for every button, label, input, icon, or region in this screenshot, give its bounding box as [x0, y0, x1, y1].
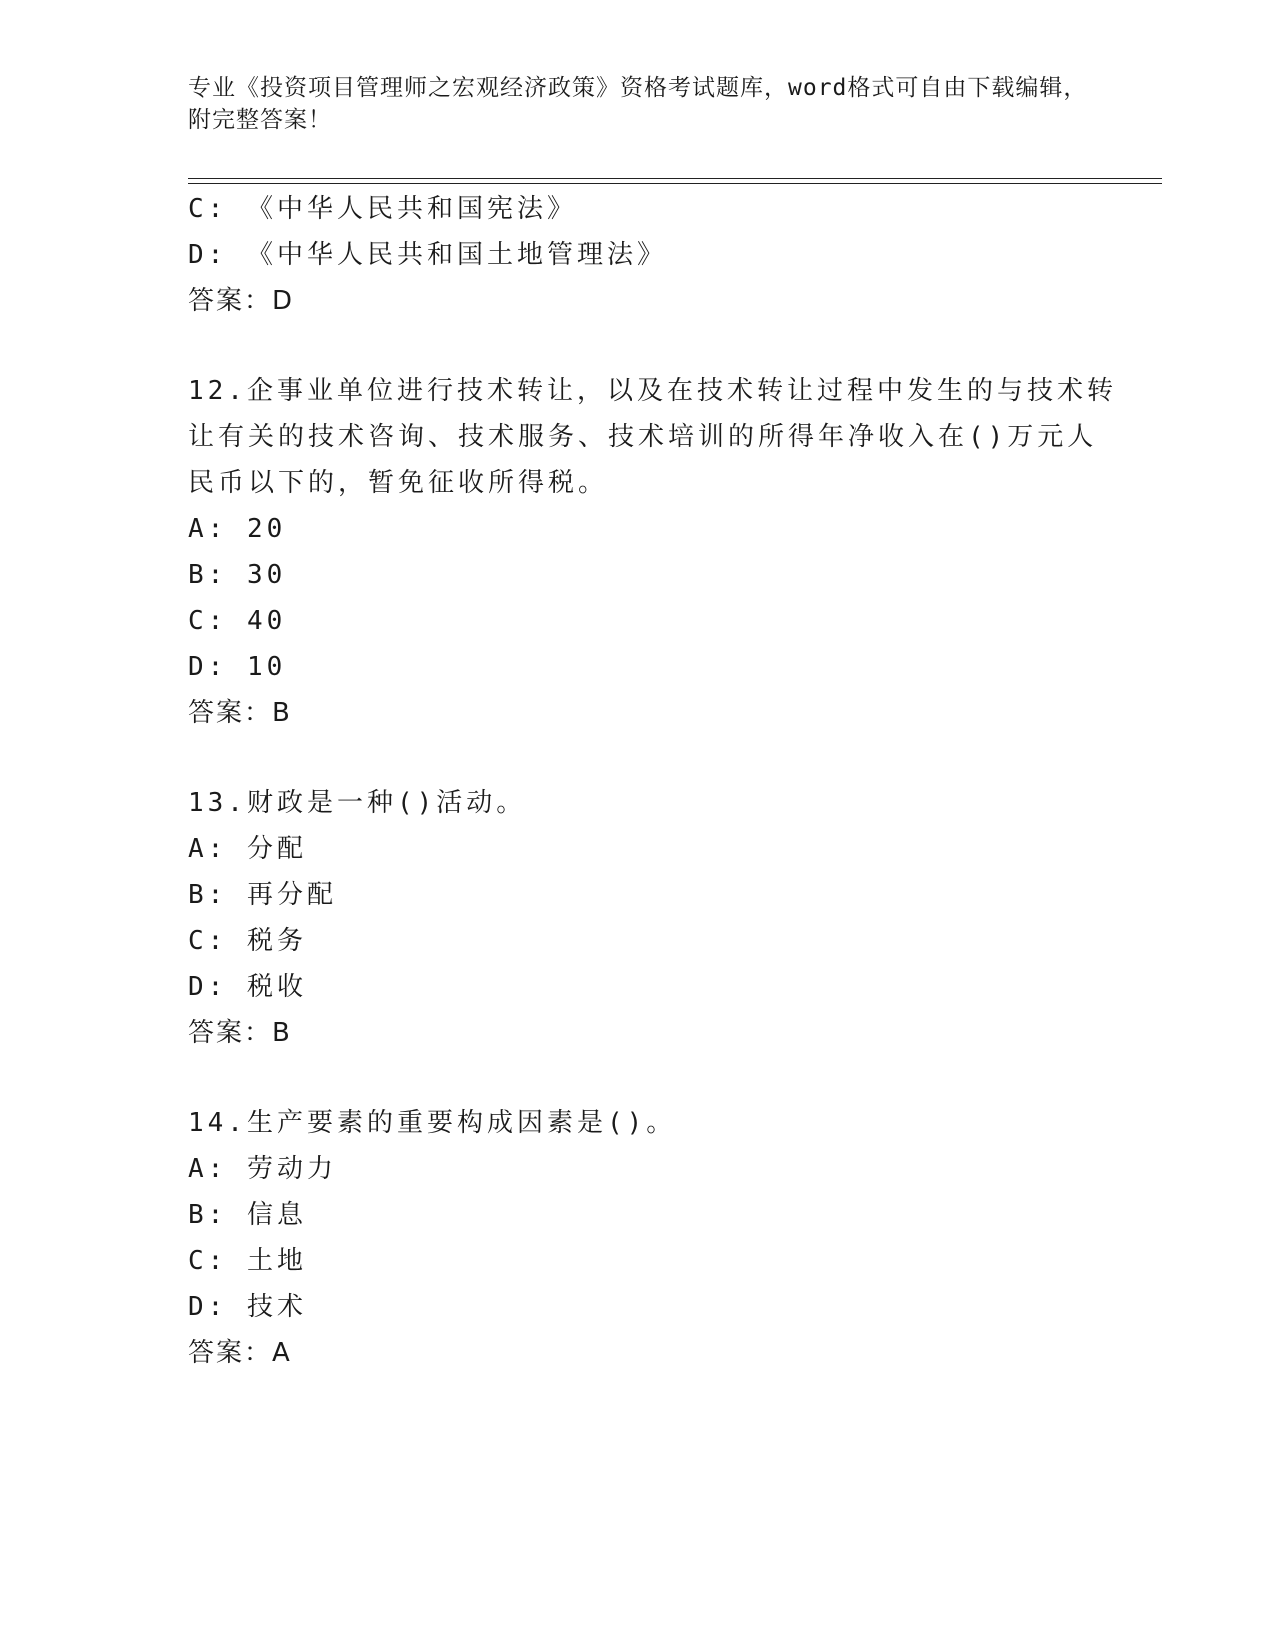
question-12-stem-line: 民币以下的，暂免征收所得税。: [188, 468, 609, 498]
option-a: [188, 1146, 1088, 1192]
option-text: 技术: [246, 1292, 307, 1322]
option-label: A:: [188, 834, 228, 864]
option-label: D:: [188, 972, 228, 1002]
option-label: A:: [188, 1154, 228, 1184]
spacer: [188, 1056, 1088, 1100]
option-text: 30: [246, 560, 287, 590]
option-text: 再分配: [246, 880, 337, 910]
question-12-stem-line: 12.企事业单位进行技术转让，以及在技术转让过程中发生的与技术转: [188, 376, 1117, 406]
option-text: 《中华人民共和国宪法》: [246, 194, 577, 224]
option-text: 劳动力: [246, 1154, 337, 1184]
option-label: D:: [188, 240, 228, 270]
question-content: [188, 186, 1117, 1376]
option-text: 40: [246, 606, 287, 636]
option-a: [188, 826, 1088, 872]
option-b: [188, 1192, 1088, 1238]
option-label: B:: [188, 560, 228, 590]
option-label: A:: [188, 514, 228, 544]
option-label: B:: [188, 880, 228, 910]
spacer: [188, 736, 1088, 780]
question-13-stem: 13.财政是一种()活动。: [188, 788, 527, 818]
option-text: 税务: [246, 926, 307, 956]
option-label: C:: [188, 1246, 228, 1276]
question-12-stem-line: 让有关的技术咨询、技术服务、技术培训的所得年净收入在()万元人: [188, 422, 1098, 452]
option-a: [188, 506, 1088, 552]
option-label: C:: [188, 606, 228, 636]
option-d: [188, 1284, 1088, 1330]
option-label: D:: [188, 1292, 228, 1322]
document-header: 专业《投资项目管理师之宏观经济政策》资格考试题库，word格式可自由下载编辑，附完整答案！: [188, 75, 1088, 133]
answer-line: 答案：A: [188, 1338, 292, 1368]
option-text: 土地: [246, 1246, 307, 1276]
spacer: [188, 324, 1088, 368]
answer-line: 答案：B: [188, 698, 292, 728]
option-c: [188, 1238, 1088, 1284]
option-text: 分配: [246, 834, 307, 864]
header-divider-top: [188, 178, 1162, 179]
option-d: [188, 644, 1088, 690]
option-c: [188, 918, 1088, 964]
option-text: 税收: [246, 972, 307, 1002]
option-label: C:: [188, 926, 228, 956]
option-b: [188, 872, 1088, 918]
option-label: B:: [188, 1200, 228, 1230]
option-text: 信息: [246, 1200, 307, 1230]
option-c: [188, 186, 1088, 232]
option-label: C:: [188, 194, 228, 224]
option-text: 《中华人民共和国土地管理法》: [246, 240, 667, 270]
option-b: [188, 552, 1088, 598]
option-text: 20: [246, 514, 287, 544]
option-d: [188, 232, 1088, 278]
answer-line: 答案：B: [188, 1018, 292, 1048]
question-14-stem: 14.生产要素的重要构成因素是()。: [188, 1108, 677, 1138]
option-label: D:: [188, 652, 228, 682]
option-d: [188, 964, 1088, 1010]
answer-line: 答案：D: [188, 286, 295, 316]
header-divider-bottom: [188, 183, 1162, 184]
option-c: [188, 598, 1088, 644]
option-text: 10: [246, 652, 287, 682]
